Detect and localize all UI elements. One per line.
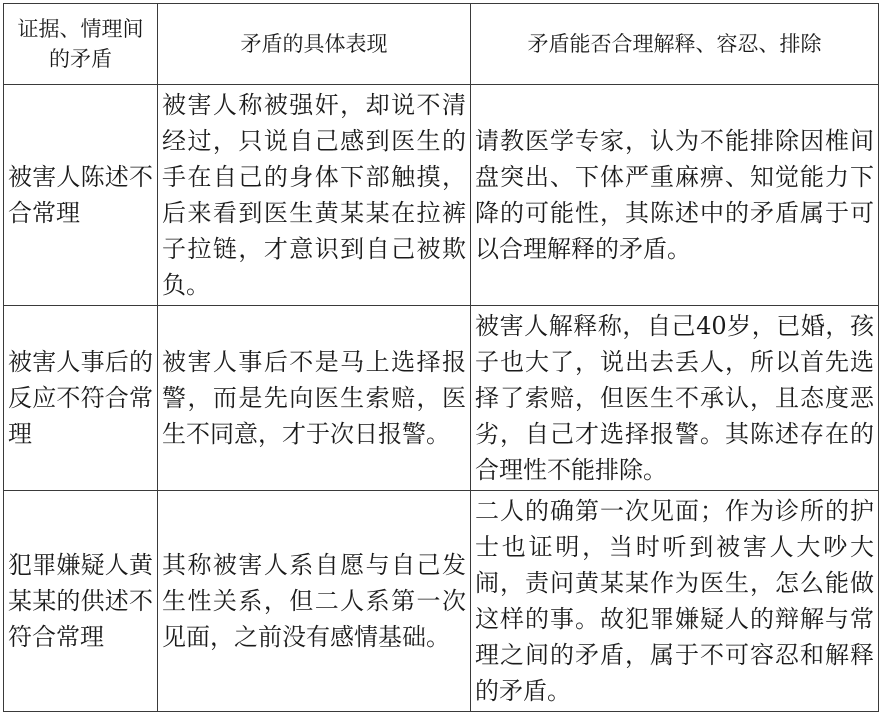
table-row <box>4 491 879 712</box>
row-category-cell <box>4 85 158 306</box>
row-manifestation: 被害人称被强奸，却说不清经过，只说自己感到医生的手在自己的身体下部触摸，后来看到医生黄某某在拉裤子拉链，才意识到自己被欺负。 <box>162 91 466 299</box>
row-assessment-cell <box>471 306 879 491</box>
row-assessment: 被害人解释称，自己40岁，已婚，孩子也大了，说出去丢人，所以首先选择了索赔，但医生不承认，且态度恶劣，自己才选择报警。其陈述存在的合理性不能排除。 <box>475 312 874 484</box>
row-category: 被害人事后的反应不符合常理 <box>8 348 153 448</box>
table-body <box>4 85 879 712</box>
header-contradiction-type <box>4 4 158 85</box>
contradiction-analysis-table <box>3 3 879 712</box>
table-row <box>4 85 879 306</box>
row-manifestation-cell <box>158 306 471 491</box>
row-manifestation-cell <box>158 491 471 712</box>
row-assessment: 二人的确第一次见面；作为诊所的护士也证明，当时听到被害人大吵大闹，责问黄某某作为医生，怎么能做这样的事。故犯罪嫌疑人的辩解与常理之间的矛盾，属于不可容忍和解释的矛盾。 <box>475 497 874 705</box>
row-assessment: 请教医学专家，认为不能排除因椎间盘突出、下体严重麻痹、知觉能力下降的可能性，其陈述中的矛盾属于可以合理解释的矛盾。 <box>475 127 874 263</box>
row-category: 犯罪嫌疑人黄某某的供述不符合常理 <box>8 551 153 651</box>
table-row <box>4 306 879 491</box>
header-assessment-label: 矛盾能否合理解释、容忍、排除 <box>527 32 822 56</box>
row-category-cell <box>4 306 158 491</box>
header-row <box>4 4 879 85</box>
row-category: 被害人陈述不合常理 <box>8 163 153 227</box>
row-assessment-cell <box>471 85 879 306</box>
row-assessment-cell <box>471 491 879 712</box>
header-manifestation-label: 矛盾的具体表现 <box>240 32 388 56</box>
row-category-cell <box>4 491 158 712</box>
header-manifestation <box>158 4 471 85</box>
header-assessment <box>471 4 879 85</box>
table-header <box>4 4 879 85</box>
row-manifestation: 被害人事后不是马上选择报警，而是先向医生索赔，医生不同意，才于次日报警。 <box>162 348 466 448</box>
row-manifestation: 其称被害人系自愿与自己发生性关系，但二人系第一次见面，之前没有感情基础。 <box>162 551 466 651</box>
header-contradiction-type-label: 证据、情理间的矛盾 <box>17 17 144 71</box>
row-manifestation-cell <box>158 85 471 306</box>
